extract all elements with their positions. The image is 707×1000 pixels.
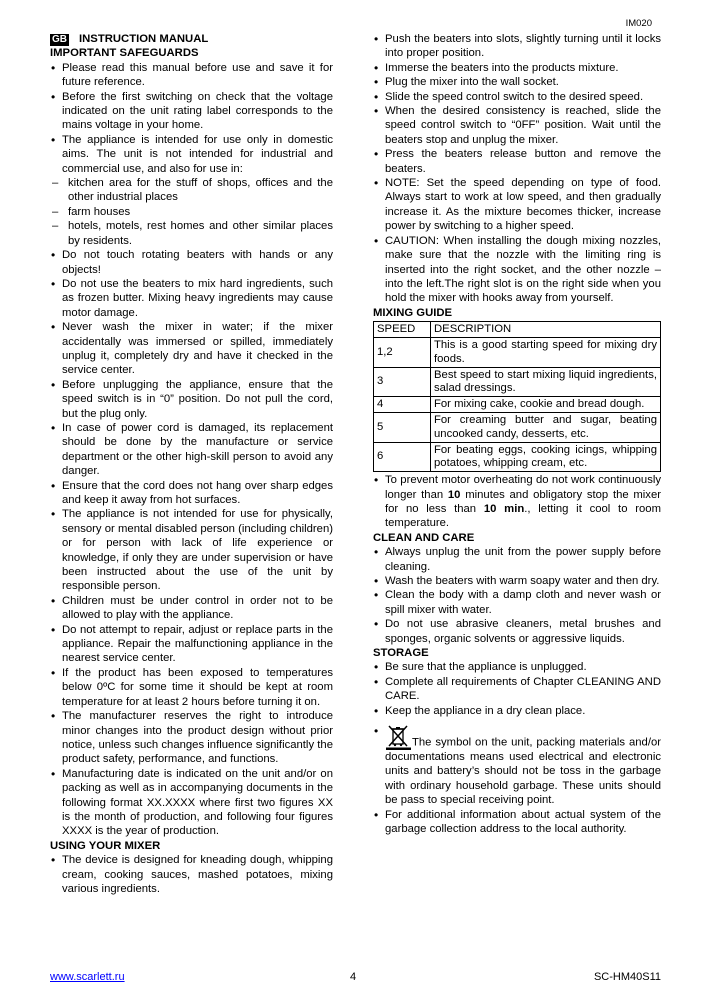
list-item: • Before the first switching on check that the voltage indicated on the unit rating label corresponds to the mains voltage in your home.: [50, 90, 333, 133]
list-item: • Please read this manual before use and save it for future reference.: [50, 61, 333, 90]
list-item: • Ensure that the cord does not hang over sharp edges and keep it away from hot surfaces.: [50, 479, 333, 508]
list-item: • In case of power cord is damaged, its replacement should be done by the manufacture or service department or the other high-skill person to avoid any danger.: [50, 421, 333, 479]
speed-cell: 1,2: [374, 338, 431, 367]
table-row: [374, 367, 661, 396]
list-item: • The appliance is not intended for use for physically, sensory or mental disabled person (including children) or for person with lack of life experience or knowledge, if only they are under supervision or have been instructed about the use of the unit by responsible person.: [50, 507, 333, 593]
overheat-text-3: ., letting it cool to room temperature.: [385, 502, 661, 530]
col-header-description: DESCRIPTION: [431, 322, 661, 338]
list-item: • NOTE: Set the speed depending on type of food. Always start to work at low speed, and then gradually increase it. As the mixture becomes thicker, increase power by switching to a higher speed.: [373, 176, 661, 234]
weee-text: The symbol on the unit, packing materials and/or documentations means used electrical and electronic units and battery’s should not be toss in the garbage with ordinary household garbage. These units should be pass to special receiving point.: [385, 736, 661, 807]
list-item: • Always unplug the unit from the power supply before cleaning.: [373, 545, 661, 574]
using-heading: USING YOUR MIXER: [50, 839, 161, 852]
safeguards-list: [50, 61, 333, 839]
list-item: • Before unplugging the appliance, ensure that the speed switch is in “0” position. Do not pull the cord, but the plug only.: [50, 378, 333, 421]
sub-list-item: – kitchen area for the stuff of shops, offices and the other industrial places: [50, 176, 333, 205]
list-item: • The device is designed for kneading dough, whipping cream, cooking sauces, mashed potatoes, mixing various ingredients.: [50, 853, 333, 896]
right-column: [373, 32, 661, 837]
speed-cell: 4: [374, 397, 431, 413]
speed-cell: 5: [374, 413, 431, 442]
list-item: • For additional information about actual system of the garbage collection address to the local authority.: [373, 808, 661, 837]
list-item: • Press the beaters release button and remove the beaters.: [373, 147, 661, 176]
table-row: [374, 413, 661, 442]
clean-list: [373, 545, 661, 646]
speed-cell: 6: [374, 442, 431, 471]
table-row: [374, 397, 661, 413]
list-item: • CAUTION: When installing the dough mixing nozzles, make sure that the nozzle with the limiting ring is inserted into the right socket, and the other nozzle – into the left.The right slot is on the right side when you hold the mixer with hooks away from yourself.: [373, 234, 661, 306]
description-cell: For mixing cake, cookie and bread dough.: [431, 397, 661, 413]
list-item: • Immerse the beaters into the products mixture.: [373, 61, 661, 75]
left-column: [50, 32, 333, 896]
using-list-cont: [373, 32, 661, 306]
list-item: • Wash the beaters with warm soapy water and then dry.: [373, 574, 661, 588]
list-item: • Complete all requirements of Chapter CLEANING AND CARE.: [373, 675, 661, 704]
manual-title: INSTRUCTION MANUAL: [79, 33, 209, 45]
list-item: • Never wash the mixer in water; if the mixer accidentally was immersed or spilled, immediately unplug it, completely dry and have it checked in the service center.: [50, 320, 333, 378]
sub-list-item: – farm houses: [50, 205, 333, 219]
list-item: • Plug the mixer into the wall socket.: [373, 75, 661, 89]
list-item: • Slide the speed control switch to the desired speed.: [373, 90, 661, 104]
list-item: • Children must be under control in order not to be allowed to play with the appliance.: [50, 594, 333, 623]
model-number: SC-HM40S11: [593, 971, 661, 983]
description-cell: This is a good starting speed for mixing dry foods.: [431, 338, 661, 367]
table-row: [374, 442, 661, 471]
table-row: [374, 338, 661, 367]
document-code: IM020: [625, 18, 652, 29]
list-item: • Do not use the beaters to mix hard ingredients, such as frozen butter. Mixing heavy ingredients may cause motor damage.: [50, 277, 333, 320]
using-list-start: [50, 853, 333, 896]
description-cell: For beating eggs, cooking icings, whipping potatoes, whipping cream, etc.: [431, 442, 661, 471]
sub-list-item: – hotels, motels, rest homes and other similar places by residents.: [50, 219, 333, 248]
list-item: • Do not touch rotating beaters with hands or any objects!: [50, 248, 333, 277]
list-item: • Manufacturing date is indicated on the unit and/or on packing as well as in accompanying documents in the following format XX.XXXX where first two figures XX is the month of production, and following four figures XXXX is the year of production.: [50, 767, 333, 839]
overheat-text-2: minutes and obligatory stop the mixer for no less than: [385, 488, 662, 515]
page-number: 4: [350, 971, 357, 983]
weee-item: [373, 724, 661, 808]
clean-heading: CLEAN AND CARE: [373, 531, 475, 544]
list-item: • When the desired consistency is reached, slide the speed control switch to “0FF” position. Wait until the beaters stop and unplug the mixer.: [373, 104, 661, 147]
storage-heading: STORAGE: [373, 647, 429, 660]
list-item: • Clean the body with a damp cloth and never wash or spill mixer with water.: [373, 588, 661, 617]
list-item: • Do not attempt to repair, adjust or replace parts in the appliance. Repair the malfunctioning appliance in the nearest service center.: [50, 623, 333, 666]
crossed-bin-icon: [385, 724, 411, 750]
table-header-row: [374, 322, 661, 338]
list-item: • Be sure that the appliance is unplugged.: [373, 660, 661, 674]
overheat-list: [373, 473, 661, 531]
description-cell: For creaming butter and sugar, beating uncooked candy, desserts, etc.: [431, 413, 661, 442]
list-item: • The appliance is intended for use only in domestic aims. The unit is not intended for industrial and commercial use, and also for use in:: [50, 133, 333, 176]
mixing-guide-heading: MIXING GUIDE: [373, 306, 453, 319]
manual-title-line: [50, 32, 333, 46]
storage-list: [373, 660, 661, 836]
col-header-speed: SPEED: [374, 322, 431, 338]
description-cell: Best speed to start mixing liquid ingredients, salad dressings.: [431, 367, 661, 396]
overheat-cooldown: 10 min: [483, 502, 525, 515]
list-item: • The manufacturer reserves the right to introduce minor changes into the product design without prior notice, unless such changes influence significantly the product safety, performance, and functions.: [50, 709, 333, 767]
list-item: • Push the beaters into slots, slightly turning until it locks into proper position.: [373, 32, 661, 61]
language-badge: GB: [52, 34, 67, 45]
mixing-guide-table: [373, 321, 661, 472]
overheat-warning: [373, 473, 661, 531]
overheat-minutes: 10: [447, 488, 461, 501]
speed-cell: 3: [374, 367, 431, 396]
website-link[interactable]: www.scarlett.ru: [50, 971, 125, 983]
safeguards-heading: IMPORTANT SAFEGUARDS: [50, 47, 199, 60]
list-item: • If the product has been exposed to temperatures below 0ºC for some time it should be kept at room temperature for at least 2 hours before turning it on.: [50, 666, 333, 709]
overheat-text-1: To prevent motor overheating do not work continuously longer than: [385, 474, 661, 501]
list-item: • Do not use abrasive cleaners, metal brushes and sponges, organic solvents or aggressive liquids.: [373, 617, 661, 646]
list-item: • Keep the appliance in a dry clean place.: [373, 704, 661, 718]
